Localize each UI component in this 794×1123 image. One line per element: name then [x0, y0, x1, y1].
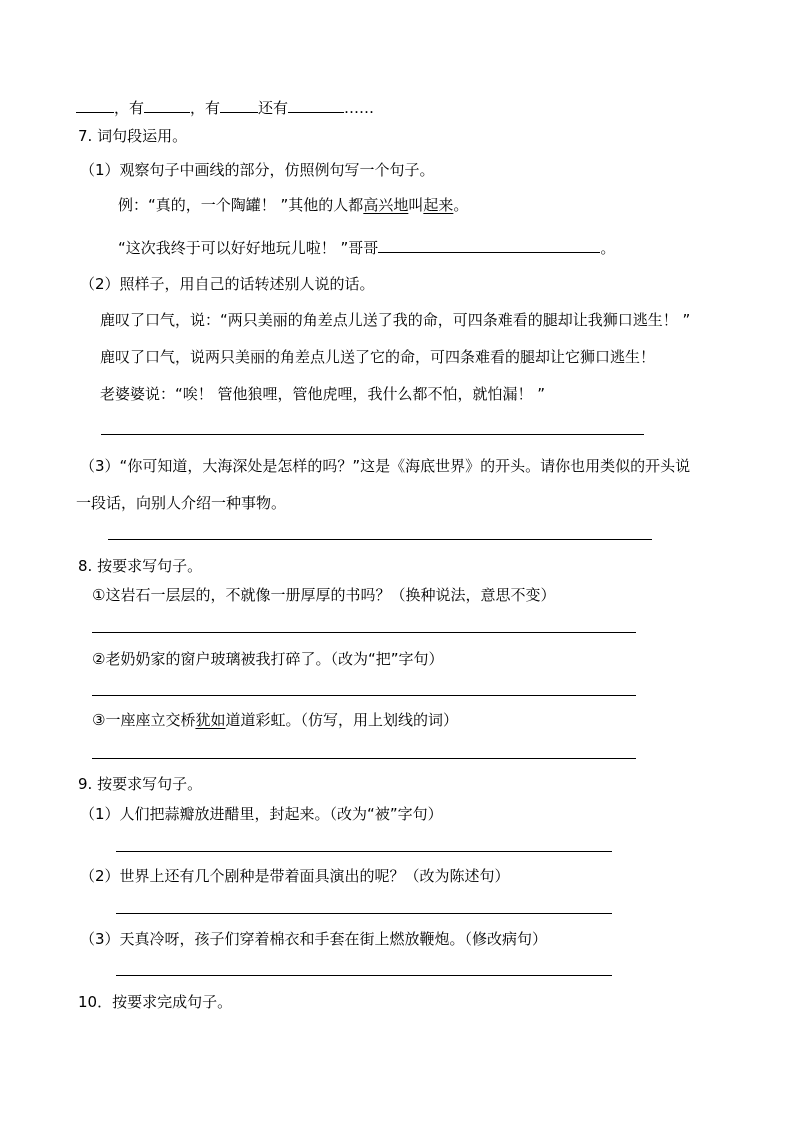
q7-title: 7. 词句段运用。 [78, 127, 188, 145]
q7-part3-text: 一段话，向别人介绍一种事物。 [76, 494, 287, 512]
underlined-phrase: 高兴地 [363, 196, 409, 214]
answer-line[interactable] [116, 913, 612, 914]
answer-blank[interactable] [144, 96, 190, 113]
answer-blank[interactable] [378, 236, 600, 253]
q8-item: ②老奶奶家的窗户玻璃被我打碎了。（改为“把”字句） [92, 650, 444, 668]
answer-line[interactable] [101, 434, 644, 435]
answer-line[interactable] [108, 539, 652, 540]
q9-item: （3）天真冷呀，孩子们穿着棉衣和手套在街上燃放鞭炮。（修改病句） [80, 930, 548, 948]
q7-reported-line: 鹿叹了口气，说两只美丽的角差点儿送了它的命，可四条难看的腿却让它狮口逃生！ [100, 348, 656, 366]
q7-practice-sentence: “这次我终于可以好好地玩儿啦！ ”哥哥 。 [118, 236, 615, 258]
q7-quote-line: 鹿叹了口气，说：“两只美丽的角差点儿送了我的命，可四条难看的腿却让我狮口逃生！ ” [100, 311, 691, 329]
answer-blank[interactable] [288, 96, 344, 113]
answer-blank[interactable] [76, 96, 114, 113]
q7-example-sentence: 例：“真的，一个陶罐！ ”其他的人都高兴地叫起来。 [118, 196, 469, 214]
underlined-phrase: 起来 [423, 196, 454, 214]
q7-quote-line: 老婆婆说：“唉！ 管他狼哩，管他虎哩，我什么都不怕，就怕漏！ ” [100, 385, 546, 403]
q8-item: ③一座座立交桥犹如道道彩虹。（仿写，用上划线的词） [92, 711, 458, 729]
answer-line[interactable] [92, 758, 636, 759]
answer-line[interactable] [92, 632, 636, 633]
q7-part2-prompt: （2）照样子，用自己的话转述别人说的话。 [80, 275, 375, 293]
answer-line[interactable] [116, 851, 612, 852]
fill-in-line-top: ，有 ，有 还有 …… [76, 96, 374, 118]
answer-line[interactable] [116, 975, 612, 976]
q8-title: 8. 按要求写句子。 [78, 557, 203, 575]
q9-item: （2）世界上还有几个剧种是带着面具演出的呢？（改为陈述句） [80, 867, 510, 885]
answer-blank[interactable] [220, 96, 258, 113]
q10-title: 10．按要求完成句子。 [78, 993, 233, 1011]
q7-part1-prompt: （1）观察句子中画线的部分，仿照例句写一个句子。 [80, 161, 435, 179]
q8-item: ①这岩石一层层的，不就像一册厚厚的书吗？（换种说法，意思不变） [92, 586, 556, 604]
answer-line[interactable] [92, 695, 636, 696]
q9-title: 9. 按要求写句子。 [78, 775, 203, 793]
q7-part3-text: （3）“你可知道，大海深处是怎样的吗？”这是《海底世界》的开头。请你也用类似的开头说 [80, 457, 691, 475]
q9-item: （1）人们把蒜瓣放进醋里，封起来。（改为“被”字句） [80, 805, 443, 823]
underlined-phrase: 犹如 [195, 711, 226, 729]
